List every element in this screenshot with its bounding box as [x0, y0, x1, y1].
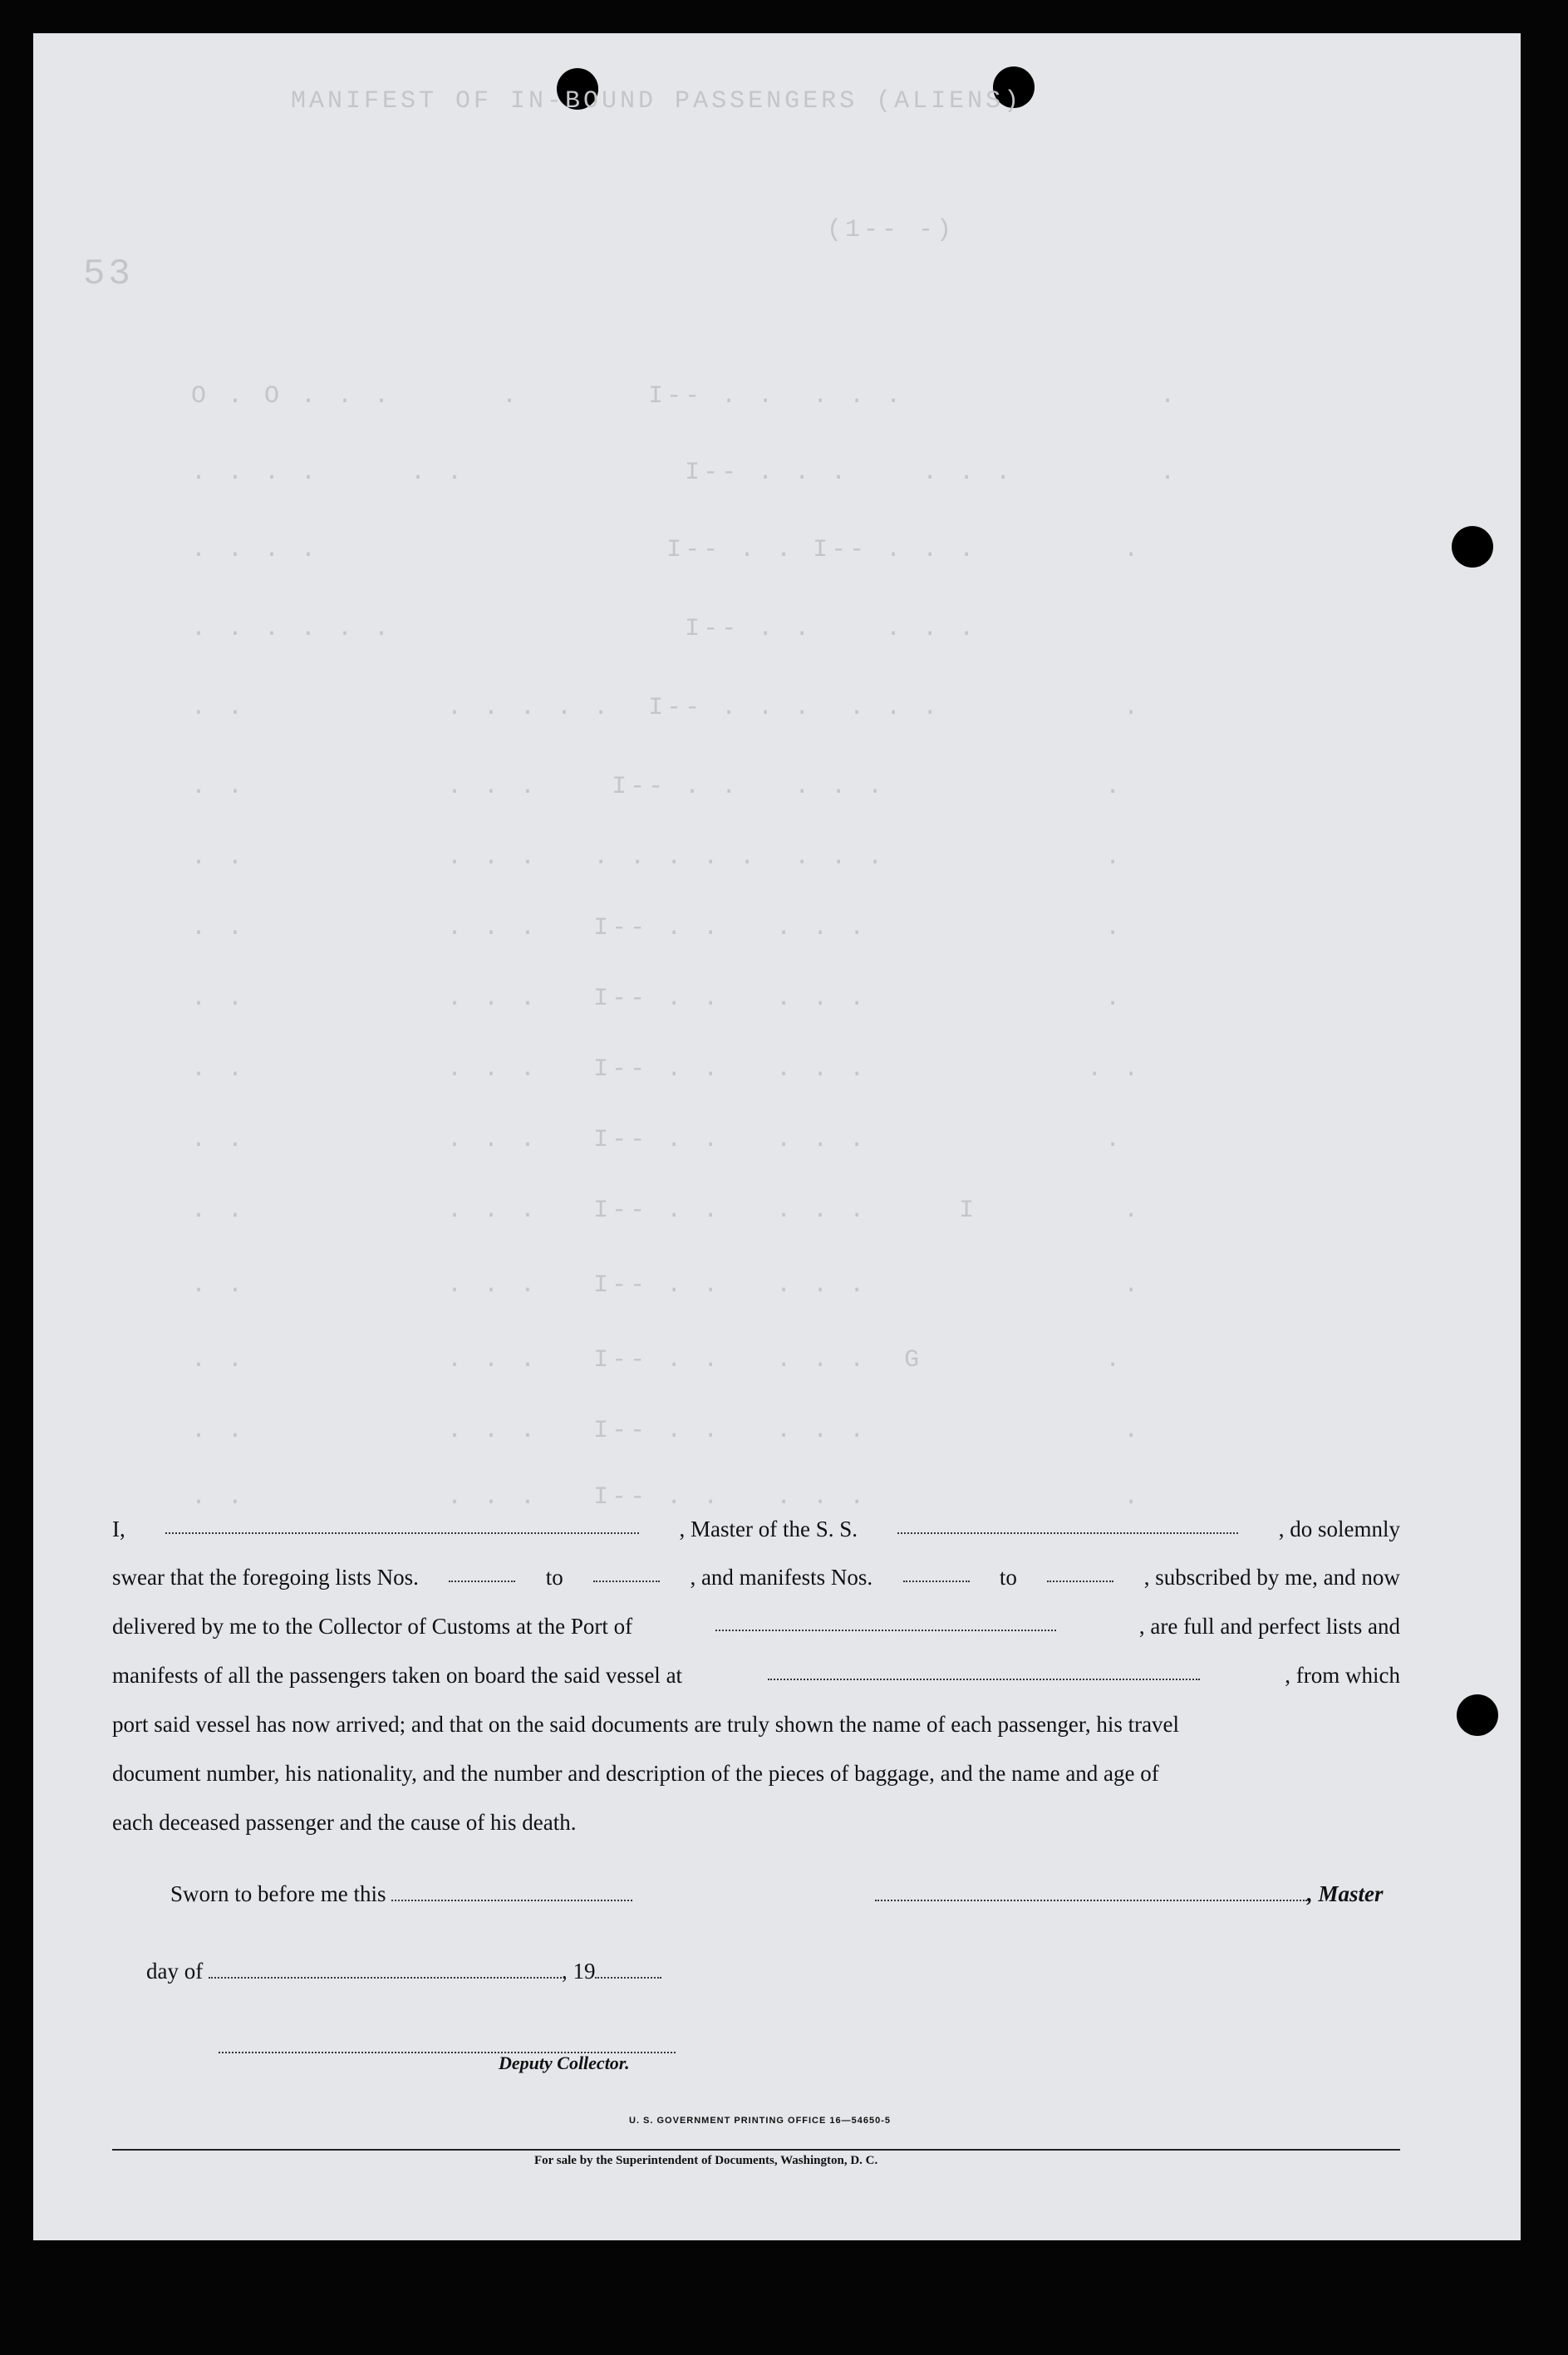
- sworn-date-blank: [391, 1880, 632, 1901]
- gpo-imprint: U. S. GOVERNMENT PRINTING OFFICE 16—54650-5: [629, 2116, 892, 2126]
- month-blank: [209, 1957, 562, 1979]
- master-label: , Master: [1307, 1881, 1384, 1906]
- master-name-blank: [165, 1512, 639, 1534]
- for-sale-imprint: For sale by the Superintendent of Documents, Washington, D. C.: [534, 2154, 878, 2167]
- oath-manifests-of-all: manifests of all the passengers taken on board the said vessel at: [112, 1663, 683, 1688]
- oath-to-1: to: [545, 1565, 563, 1590]
- oath-i: I,: [112, 1517, 125, 1541]
- deputy-collector-signature-blank: [219, 2032, 676, 2053]
- oath-from-which: , from which: [1285, 1663, 1400, 1688]
- oath-line-3: [112, 1610, 1400, 1643]
- oath-manifests-nos: , and manifests Nos.: [690, 1565, 873, 1590]
- deputy-collector-label: Deputy Collector.: [499, 2053, 630, 2073]
- year-label: , 19: [561, 1959, 596, 1984]
- oath-line-4: [112, 1659, 1400, 1692]
- manifests-from-blank: [903, 1561, 970, 1582]
- footer-rule: [112, 2149, 1400, 2151]
- oath-do-solemnly: , do solemnly: [1278, 1517, 1400, 1541]
- oath-to-2: to: [999, 1565, 1017, 1590]
- lists-from-blank: [449, 1561, 515, 1582]
- faded-bleed-through-text: MANIFEST OF IN-BOUND PASSENGERS (ALIENS) (1-- -) 53 O . O . . . . I-- . . . . . . . . . . . . I-- . . . . . . . . . . . I-- . . I-- . . . . . . . . . . I-- . . . . . . . . . . . . I-- . . . . . . . . . . . . I-- . . . . . . . . . . . . . . . . . . . . . . . . . I-- . . . . . . . . . . . I-- . . . . . . . . . . . I-- . . . . . . . . . . . . I-- . . . . . . . . . . . I-- . . . . . I . . . . . . I-- . . . . . . . . . . . I-- . . . . . G . . . . . . I-- . . . . . . . . . . . I-- . . . . . .: [83, 87, 1179, 1512]
- oath-swear: swear that the foregoing lists Nos.: [112, 1565, 419, 1590]
- vessel-name-blank: [897, 1512, 1238, 1534]
- oath-line-5: port said vessel has now arrived; and that on the said documents are truly shown the name of each passenger, his travel: [112, 1712, 1180, 1737]
- lists-to-blank: [593, 1561, 660, 1582]
- oath-line-7: each deceased passenger and the cause of his death.: [112, 1810, 577, 1835]
- sworn-label: Sworn to before me this: [170, 1881, 386, 1906]
- manifests-to-blank: [1047, 1561, 1113, 1582]
- day-of-line: [146, 1957, 661, 1984]
- oath-full-and-perfect: , are full and perfect lists and: [1138, 1614, 1400, 1639]
- oath-delivered: delivered by me to the Collector of Customs at the Port of: [112, 1614, 633, 1639]
- year-blank: [595, 1957, 661, 1979]
- oath-line-6: document number, his nationality, and the number and description of the pieces of baggage, and the name and age of: [112, 1761, 1159, 1786]
- manifest-sheet: [33, 33, 1521, 2240]
- oath-line-2: [112, 1561, 1400, 1594]
- oath-line-1: [112, 1512, 1400, 1546]
- sworn-line: [170, 1880, 632, 1907]
- oath-subscribed: , subscribed by me, and now: [1143, 1565, 1400, 1590]
- port-blank: [715, 1610, 1056, 1631]
- day-of-label: day of: [146, 1959, 204, 1984]
- departure-port-blank: [768, 1659, 1200, 1680]
- master-signature-blank: [875, 1880, 1307, 1901]
- oath-master-of-ss: , Master of the S. S.: [679, 1517, 858, 1541]
- master-signature-line: [875, 1880, 1384, 1907]
